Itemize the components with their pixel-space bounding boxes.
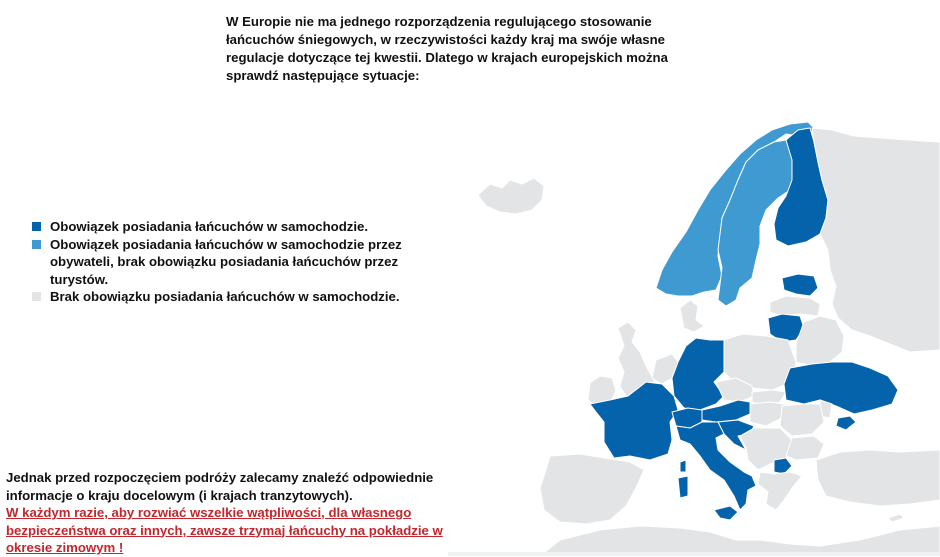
legend-item-mandatory [32, 218, 442, 236]
country-bulgaria [786, 436, 824, 460]
legend-item-none [32, 288, 442, 306]
europe-map-svg [440, 100, 940, 556]
country-iberia [540, 454, 644, 524]
country-romania [780, 404, 824, 436]
country-latvia [770, 296, 820, 316]
legend-swatch-mandatory [32, 222, 41, 231]
intro-text: W Europie nie ma jednego rozporządzenia regulującego stosowanie łańcuchów śniegowych, w rzeczywistości każdy kraj ma swóje własne regulacje dotyczące tej kwestii. Dlatego w krajach europejskich można sprawdź następujące sytuacje: [226, 14, 668, 83]
legend-label-none: Brak obowiązku posiadania łańcuchów w samochodzie. [50, 289, 400, 304]
country-belarus [796, 316, 844, 366]
map-legend [32, 218, 442, 306]
europe-snow-chains-map [440, 100, 940, 556]
island-corsica [680, 460, 686, 472]
country-hungary [750, 402, 784, 426]
legend-swatch-none [32, 292, 41, 301]
legend-label-citizens-only: Obowiązek posiadania łańcuchów w samochodzie przez obywateli, brak obowiązku posiadania łańcuchów przez turystów. [50, 236, 402, 287]
bottom-strip [448, 552, 940, 556]
winter-chains-warning-link[interactable]: W każdym razie, aby rozwiać wszelkie wątpliwości, dla własnego bezpieczeństwa oraz innych, zawsze trzymaj łańcuchy na pokładzie w okresie zimowym ! [6, 505, 443, 555]
legend-swatch-citizens-only [32, 240, 41, 249]
region-crimea [836, 416, 856, 430]
legend-item-citizens-only [32, 236, 442, 289]
country-germany [672, 338, 724, 410]
footer-notes [6, 469, 466, 557]
island-cyprus [888, 514, 904, 522]
travel-advice-text: Jednak przed rozpoczęciem podróży zalecamy znaleźć odpowiednie informacje o kraju docelowym (i krajach tranzytowych). [6, 470, 434, 503]
legend-label-mandatory: Obowiązek posiadania łańcuchów w samochodzie. [50, 219, 369, 234]
country-greece [758, 472, 802, 510]
country-denmark [680, 300, 704, 332]
country-turkey [816, 450, 940, 506]
country-iceland [478, 178, 544, 214]
island-sardinia [678, 476, 688, 498]
country-estonia [782, 274, 818, 296]
island-sicily [714, 506, 738, 520]
